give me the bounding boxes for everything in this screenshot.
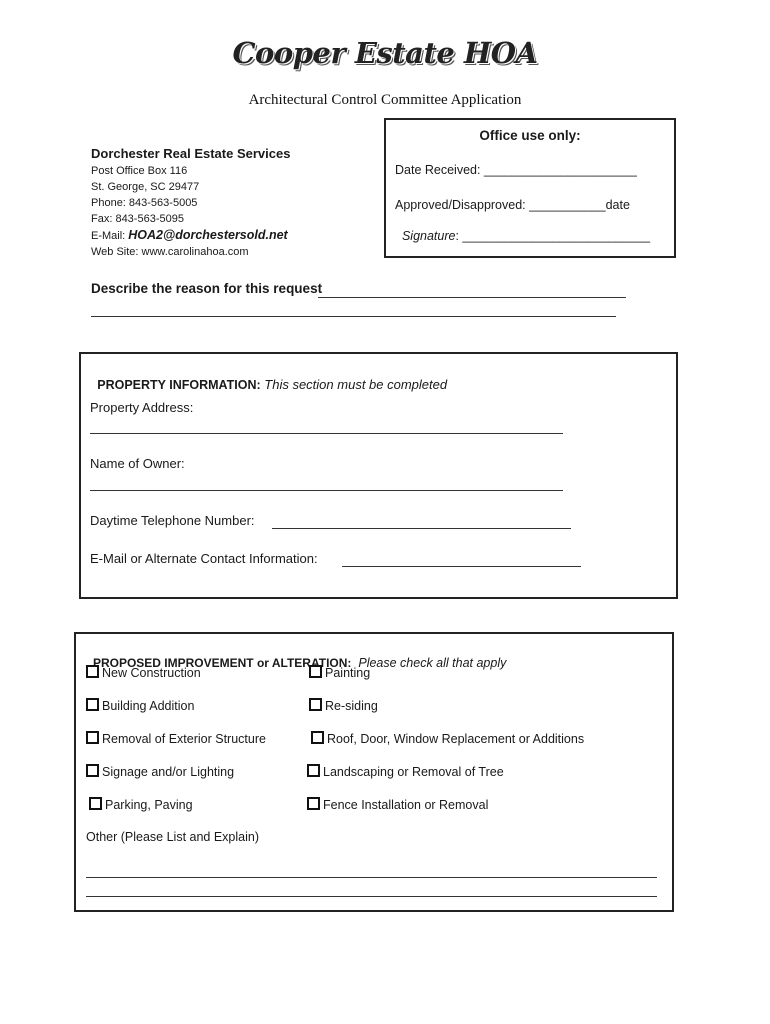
company-fax: Fax: 843-563-5095 bbox=[91, 213, 184, 225]
property-heading: PROPERTY INFORMATION: bbox=[97, 378, 261, 392]
office-date-received[interactable]: Date Received: ______________________ bbox=[395, 163, 637, 177]
reason-line-2[interactable] bbox=[91, 316, 616, 317]
option-roof-door-window[interactable] bbox=[311, 731, 584, 746]
option-painting[interactable] bbox=[309, 665, 370, 680]
company-po-box: Post Office Box 116 bbox=[91, 165, 188, 177]
option-label: Removal of Exterior Structure bbox=[102, 732, 266, 746]
checkbox-icon[interactable] bbox=[86, 731, 99, 744]
owner-name-label: Name of Owner: bbox=[90, 456, 185, 471]
office-signature-line: : ___________________________ bbox=[455, 229, 651, 243]
option-label: New Construction bbox=[102, 666, 201, 680]
daytime-phone-field[interactable] bbox=[272, 528, 571, 529]
owner-name-field[interactable] bbox=[90, 490, 563, 491]
checkbox-icon[interactable] bbox=[307, 797, 320, 810]
option-label: Signage and/or Lighting bbox=[102, 765, 235, 779]
checkbox-icon[interactable] bbox=[311, 731, 324, 744]
checkbox-icon[interactable] bbox=[86, 698, 99, 711]
improvement-note: Please check all that apply bbox=[351, 656, 507, 670]
option-label: Re-siding bbox=[325, 699, 378, 713]
alt-contact-field[interactable] bbox=[342, 566, 581, 567]
option-label: Roof, Door, Window Replacement or Additions bbox=[327, 732, 585, 746]
option-label: Building Addition bbox=[102, 699, 195, 713]
office-use-heading: Office use only: bbox=[479, 128, 581, 143]
checkbox-icon[interactable] bbox=[86, 764, 99, 777]
option-removal-exterior[interactable] bbox=[86, 731, 266, 746]
company-email-row bbox=[91, 227, 288, 244]
option-new-construction[interactable] bbox=[86, 665, 201, 680]
page-title: Cooper Estate HOA bbox=[232, 36, 538, 70]
form-subtitle: Architectural Control Committee Application bbox=[248, 92, 522, 108]
improvement-heading: PROPOSED IMPROVEMENT or ALTERATION: bbox=[92, 656, 352, 670]
daytime-phone-label: Daytime Telephone Number: bbox=[90, 513, 259, 528]
company-city: St. George, SC 29477 bbox=[91, 181, 200, 193]
option-parking-paving[interactable] bbox=[89, 797, 193, 812]
company-email[interactable]: HOA2@dorchestersold.net bbox=[128, 228, 288, 242]
other-line-2[interactable] bbox=[86, 896, 657, 897]
reason-label: Describe the reason for this request bbox=[91, 281, 326, 296]
company-address-block bbox=[91, 163, 288, 260]
option-building-addition[interactable] bbox=[86, 698, 194, 713]
option-re-siding[interactable] bbox=[309, 698, 378, 713]
checkbox-icon[interactable] bbox=[307, 764, 320, 777]
company-email-label: E-Mail: bbox=[91, 230, 129, 242]
property-heading-row bbox=[90, 362, 447, 392]
company-phone: Phone: 843-563-5005 bbox=[91, 197, 198, 209]
alt-contact-label: E-Mail or Alternate Contact Information: bbox=[90, 551, 322, 566]
other-line-1[interactable] bbox=[86, 877, 657, 878]
checkbox-icon[interactable] bbox=[89, 797, 102, 810]
office-signature-row[interactable] bbox=[395, 215, 650, 243]
property-address-field[interactable] bbox=[90, 433, 563, 434]
option-label: Landscaping or Removal of Tree bbox=[323, 765, 504, 779]
option-fence[interactable] bbox=[307, 797, 488, 812]
company-name: Dorchester Real Estate Services bbox=[91, 146, 291, 161]
office-approved-disapproved[interactable]: Approved/Disapproved: ___________date bbox=[395, 198, 630, 212]
property-address-label: Property Address: bbox=[90, 400, 194, 415]
checkbox-icon[interactable] bbox=[86, 665, 99, 678]
option-signage-lighting[interactable] bbox=[86, 764, 234, 779]
option-landscaping[interactable] bbox=[307, 764, 504, 779]
option-label: Fence Installation or Removal bbox=[323, 798, 489, 812]
office-signature-label: Signature bbox=[401, 229, 456, 243]
other-label: Other (Please List and Explain) bbox=[86, 830, 260, 844]
property-note: This section must be completed bbox=[260, 377, 448, 392]
reason-line-1[interactable] bbox=[318, 297, 626, 298]
checkbox-icon[interactable] bbox=[309, 698, 322, 711]
option-label: Painting bbox=[325, 666, 371, 680]
option-label: Parking, Paving bbox=[105, 798, 193, 812]
company-website: Web Site: www.carolinahoa.com bbox=[91, 246, 249, 258]
checkbox-icon[interactable] bbox=[309, 665, 322, 678]
